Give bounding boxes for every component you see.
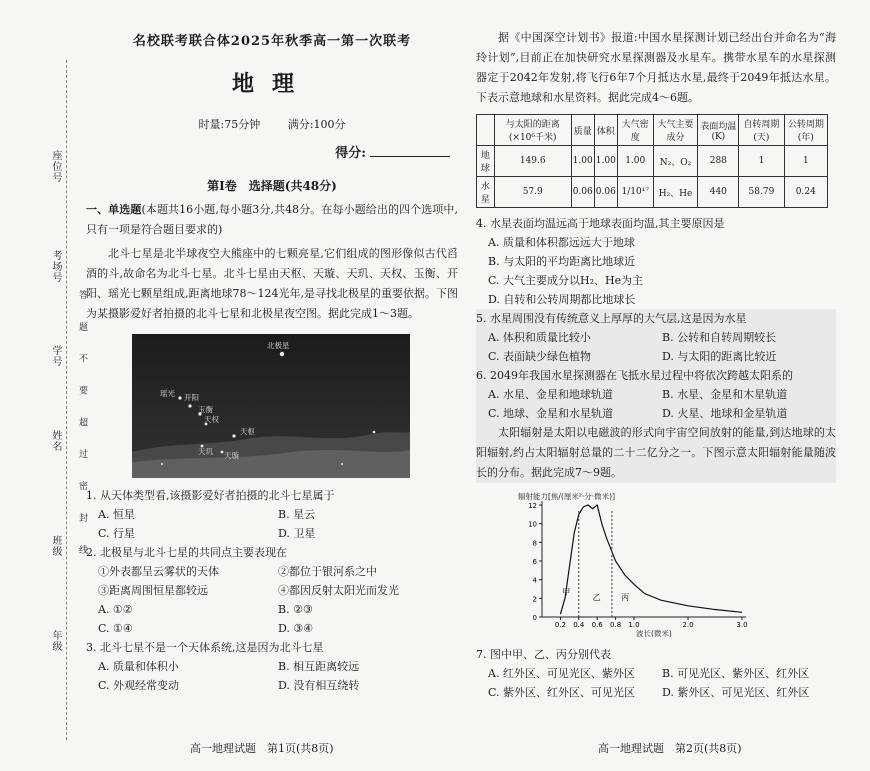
q6-option-d[interactable]: D. 火星、地球和金星轨道 [662,407,788,420]
x-tick-label: 1.0 [628,621,640,629]
planet-data-table [476,114,828,208]
q1-options [86,505,458,543]
class-label: 班级 [50,535,61,557]
passage-3: 太阳辐射是太阳以电磁波的形式向宇宙空间放射的能量,到达地球的太阳辐射,约占太阳辐射总量的二十二亿分之一。下图示意太阳辐射能量随波长的分布。据此完成7～9题。 [476,426,836,479]
q1-option-c[interactable]: C. 行星 [98,527,136,540]
q6-option-b[interactable]: B. 水星、金星和木星轨道 [662,388,788,401]
polaris-label: 北极星 [267,341,290,350]
q3-stem: 3. 北斗七星不是一个天体系统,这是因为北斗七星 [86,641,324,654]
score-label: 得分: [335,146,366,161]
score-field[interactable] [86,142,458,161]
x-tick-label: 0.8 [610,621,622,629]
exam-meta [86,116,458,132]
table-cell: N₂、O₂ [653,146,698,177]
x-tick-label: 0.2 [554,621,566,629]
radiation-curve [560,505,742,614]
table-header-cell: 质量 [571,115,594,146]
q2-stem: 2. 北极星与北斗七星的共同点主要表现在 [86,546,287,559]
q7-stem: 7. 图中甲、乙、丙分别代表 [476,648,611,661]
seat-no-label: 座位号 [50,150,61,183]
tianshu-label: 天枢 [240,427,255,436]
table-header-cell: 公转周期(年) [784,115,827,146]
student-no-label: 学号 [50,345,61,367]
part1-title: 第Ⅰ卷 选择题(共48分) [207,179,337,193]
table-cell: 0.24 [784,177,827,208]
time-limit: 时量:75分钟 [198,118,261,131]
q7-options [476,664,836,702]
q2-option-c[interactable]: C. ①④ [98,622,133,635]
q4-stem: 4. 水星表面均温远高于地球表面均温,其主要原因是 [476,217,725,230]
q3-options [86,657,458,695]
table-cell: 1 [739,146,784,177]
q4-options [476,233,836,309]
q3-option-b[interactable]: B. 相互距离较远 [278,660,360,673]
tianshu-star [232,434,235,437]
section-instructions [86,200,458,240]
table-cell: 1/10¹⁷ [617,177,653,208]
table-cell: 1 [784,146,827,177]
table-header-cell: 大气密度 [617,115,653,146]
table-row [477,177,828,208]
solar-radiation-chart-svg [516,489,756,639]
table-cell: H₂、He [653,177,698,208]
q7-option-a[interactable]: A. 红外区、可见光区、紫外区 [488,667,635,680]
q3-option-a[interactable]: A. 质量和体积小 [98,660,179,673]
region-label: 甲 [562,587,571,597]
q1-option-d[interactable]: D. 卫星 [278,527,316,540]
kaiyang-label: 开阳 [184,393,199,402]
q5-options [476,328,836,366]
table-cell: 地球 [477,146,495,177]
table-cell: 149.6 [494,146,571,177]
q4-option-b[interactable]: B. 与太阳的平均距离比地球近 [488,255,636,268]
q1-option-a[interactable]: A. 恒星 [98,508,135,521]
table-header-cell: 体积 [594,115,617,146]
x-tick-label: 2.0 [682,621,694,629]
tianxuan-label: 天璇 [224,451,239,460]
q6-option-c[interactable]: C. 地球、金星和水星轨道 [488,407,614,420]
region-label: 乙 [592,593,601,603]
x-tick-label: 3.0 [736,621,748,629]
night-sky-photo [132,334,410,478]
q5-q6-block [476,309,836,483]
table-cell: 440 [698,177,739,208]
solar-radiation-chart [516,489,756,639]
passage-2: 据《中国深空计划书》报道:中国水星探测计划已经出台并命名为“海玲计划”,目前正在加快研究水星探测器及水星车。携带水星车的水星探测器定于2042年发射,将飞行6年7个月抵达水星,最终于2049年抵达水星。下表示意地球和水星资料。据此完成4～6题。 [476,31,836,104]
region-label: 丙 [621,593,630,603]
q5-option-d[interactable]: D. 与太阳的距离比较近 [662,350,777,363]
table-cell: 1.00 [571,146,594,177]
q2-statement-1: ①外表都呈云雾状的天体 [98,565,219,578]
exam-title: 名校联考联合体2025年秋季高一第一次联考 [132,34,412,49]
q4-option-a[interactable]: A. 质量和体积都远远大于地球 [488,236,635,249]
page-1 [86,28,458,695]
page-2-footer: 高一地理试题 第2页(共8页) [598,742,742,755]
passage-1: 北斗七星是北半球夜空大熊座中的七颗亮星,它们组成的图形像似古代舀酒的斗,故命名为北斗七星。北斗七星由天枢、天璇、天玑、天权、玉衡、开阳、瑶光七颗星组成,距离地球78～124光年,是寻找北极星的重要依据。下图为某摄影爱好者拍摄的北斗七星和北极星夜空图。据此完成1～3题。 [86,247,458,320]
q7-option-d[interactable]: D. 紫外区、可见光区、红外区 [662,686,810,699]
table-header-cell: 表面均温(K) [698,115,739,146]
tianji-label: 天玑 [198,447,213,456]
q7-option-c[interactable]: C. 紫外区、红外区、可见光区 [488,686,636,699]
full-score: 满分:100分 [287,118,346,131]
table-header-cell [477,115,495,146]
q2-statement-2: ②都位于银河系之中 [278,565,377,578]
kaiyang-star [188,404,191,407]
q6-options [476,385,836,423]
q1-option-b[interactable]: B. 星云 [278,508,316,521]
q4-option-d[interactable]: D. 自转和公转周期都比地球长 [488,293,636,306]
q5-option-b[interactable]: B. 公转和自转周期较长 [662,331,777,344]
table-header-cell: 大气主要成分 [653,115,698,146]
q4-option-c[interactable]: C. 大气主要成分以H₂、He为主 [488,274,644,287]
q3-option-d[interactable]: D. 没有相互绕转 [278,679,360,692]
polaris-star [280,352,284,356]
y-tick-label: 2 [532,595,537,604]
q5-stem: 5. 水星周围没有传统意义上厚厚的大气层,这是因为水星 [476,312,747,325]
q2-option-b[interactable]: B. ②③ [278,603,313,616]
subject-title: 地理 [231,71,312,97]
q6-option-a[interactable]: A. 水星、金星和地球轨道 [488,388,613,401]
night-sky-svg [132,334,410,478]
yuheng-label: 玉衡 [198,405,213,414]
table-cell: 1.00 [594,146,617,177]
seal-dashed-line [66,60,67,740]
name-label: 姓名 [50,430,61,452]
table-cell: 288 [698,146,739,177]
q5-option-a[interactable]: A. 体积和质量比较小 [488,331,591,344]
x-tick-label: 0.6 [591,621,603,629]
q5-option-c[interactable]: C. 表面缺少绿色植物 [488,350,592,363]
q7-option-b[interactable]: B. 可见光区、紫外区、红外区 [662,667,810,680]
section-head: 一、单选题 [86,203,142,216]
table-cell: 0.06 [594,177,617,208]
seal-line-notice: 答 题 不 要 超 过 密 封 线 [77,290,87,564]
y-tick-label: 4 [532,576,537,585]
table-header-row [477,115,828,146]
section-desc: (本题共16小题,每小题3分,共48分。在每小题给出的四个选项中,只有一项是符合题目要求的) [86,203,458,236]
y-tick-label: 12 [528,502,537,510]
chart-y-label: 辐射能力[焦/(厘米²·分·微米)] [518,492,616,501]
q2-statement-4: ④都因反射太阳光而发光 [278,584,399,597]
y-tick-label: 6 [532,558,537,566]
table-cell: 1.00 [617,146,653,177]
binding-margin [4,0,87,771]
table-row [477,146,828,177]
q2-statements [86,562,458,600]
exam-room-label: 考场号 [50,250,61,283]
y-tick-label: 10 [528,520,537,529]
table-header-cell: 与太阳的距离(×10⁶千米) [494,115,571,146]
q3-option-c[interactable]: C. 外观经常变动 [98,679,180,692]
page-1-footer: 高一地理试题 第1页(共8页) [190,742,334,755]
page-2 [476,28,836,702]
table-header-cell: 自转周期(天) [739,115,784,146]
q2-option-d[interactable]: D. ③④ [278,622,314,635]
table-cell: 57.9 [494,177,571,208]
yaoguang-star [178,396,181,399]
grade-label: 年级 [50,630,61,652]
tianquan-label: 天权 [204,415,219,424]
x-tick-label: 0.4 [573,621,585,629]
q1-stem: 1. 从天体类型看,该摄影爱好者拍摄的北斗七星属于 [86,489,335,502]
y-tick-label: 0 [532,614,537,622]
q6-stem: 6. 2049年我国水星探测器在飞抵水星过程中将依次跨越太阳系的 [476,369,793,382]
y-tick-label: 8 [532,539,537,548]
chart-x-label: 波长(微米) [636,629,672,638]
q2-option-a[interactable]: A. ①② [98,603,133,616]
yaoguang-label: 瑶光 [160,389,175,398]
tianxuan-star [221,451,224,454]
table-cell: 水星 [477,177,495,208]
table-cell: 0.06 [571,177,594,208]
q2-options [86,600,458,638]
table-cell: 58.79 [739,177,784,208]
score-blank[interactable] [370,156,450,157]
q2-statement-3: ③距离周围恒星都较远 [98,584,208,597]
